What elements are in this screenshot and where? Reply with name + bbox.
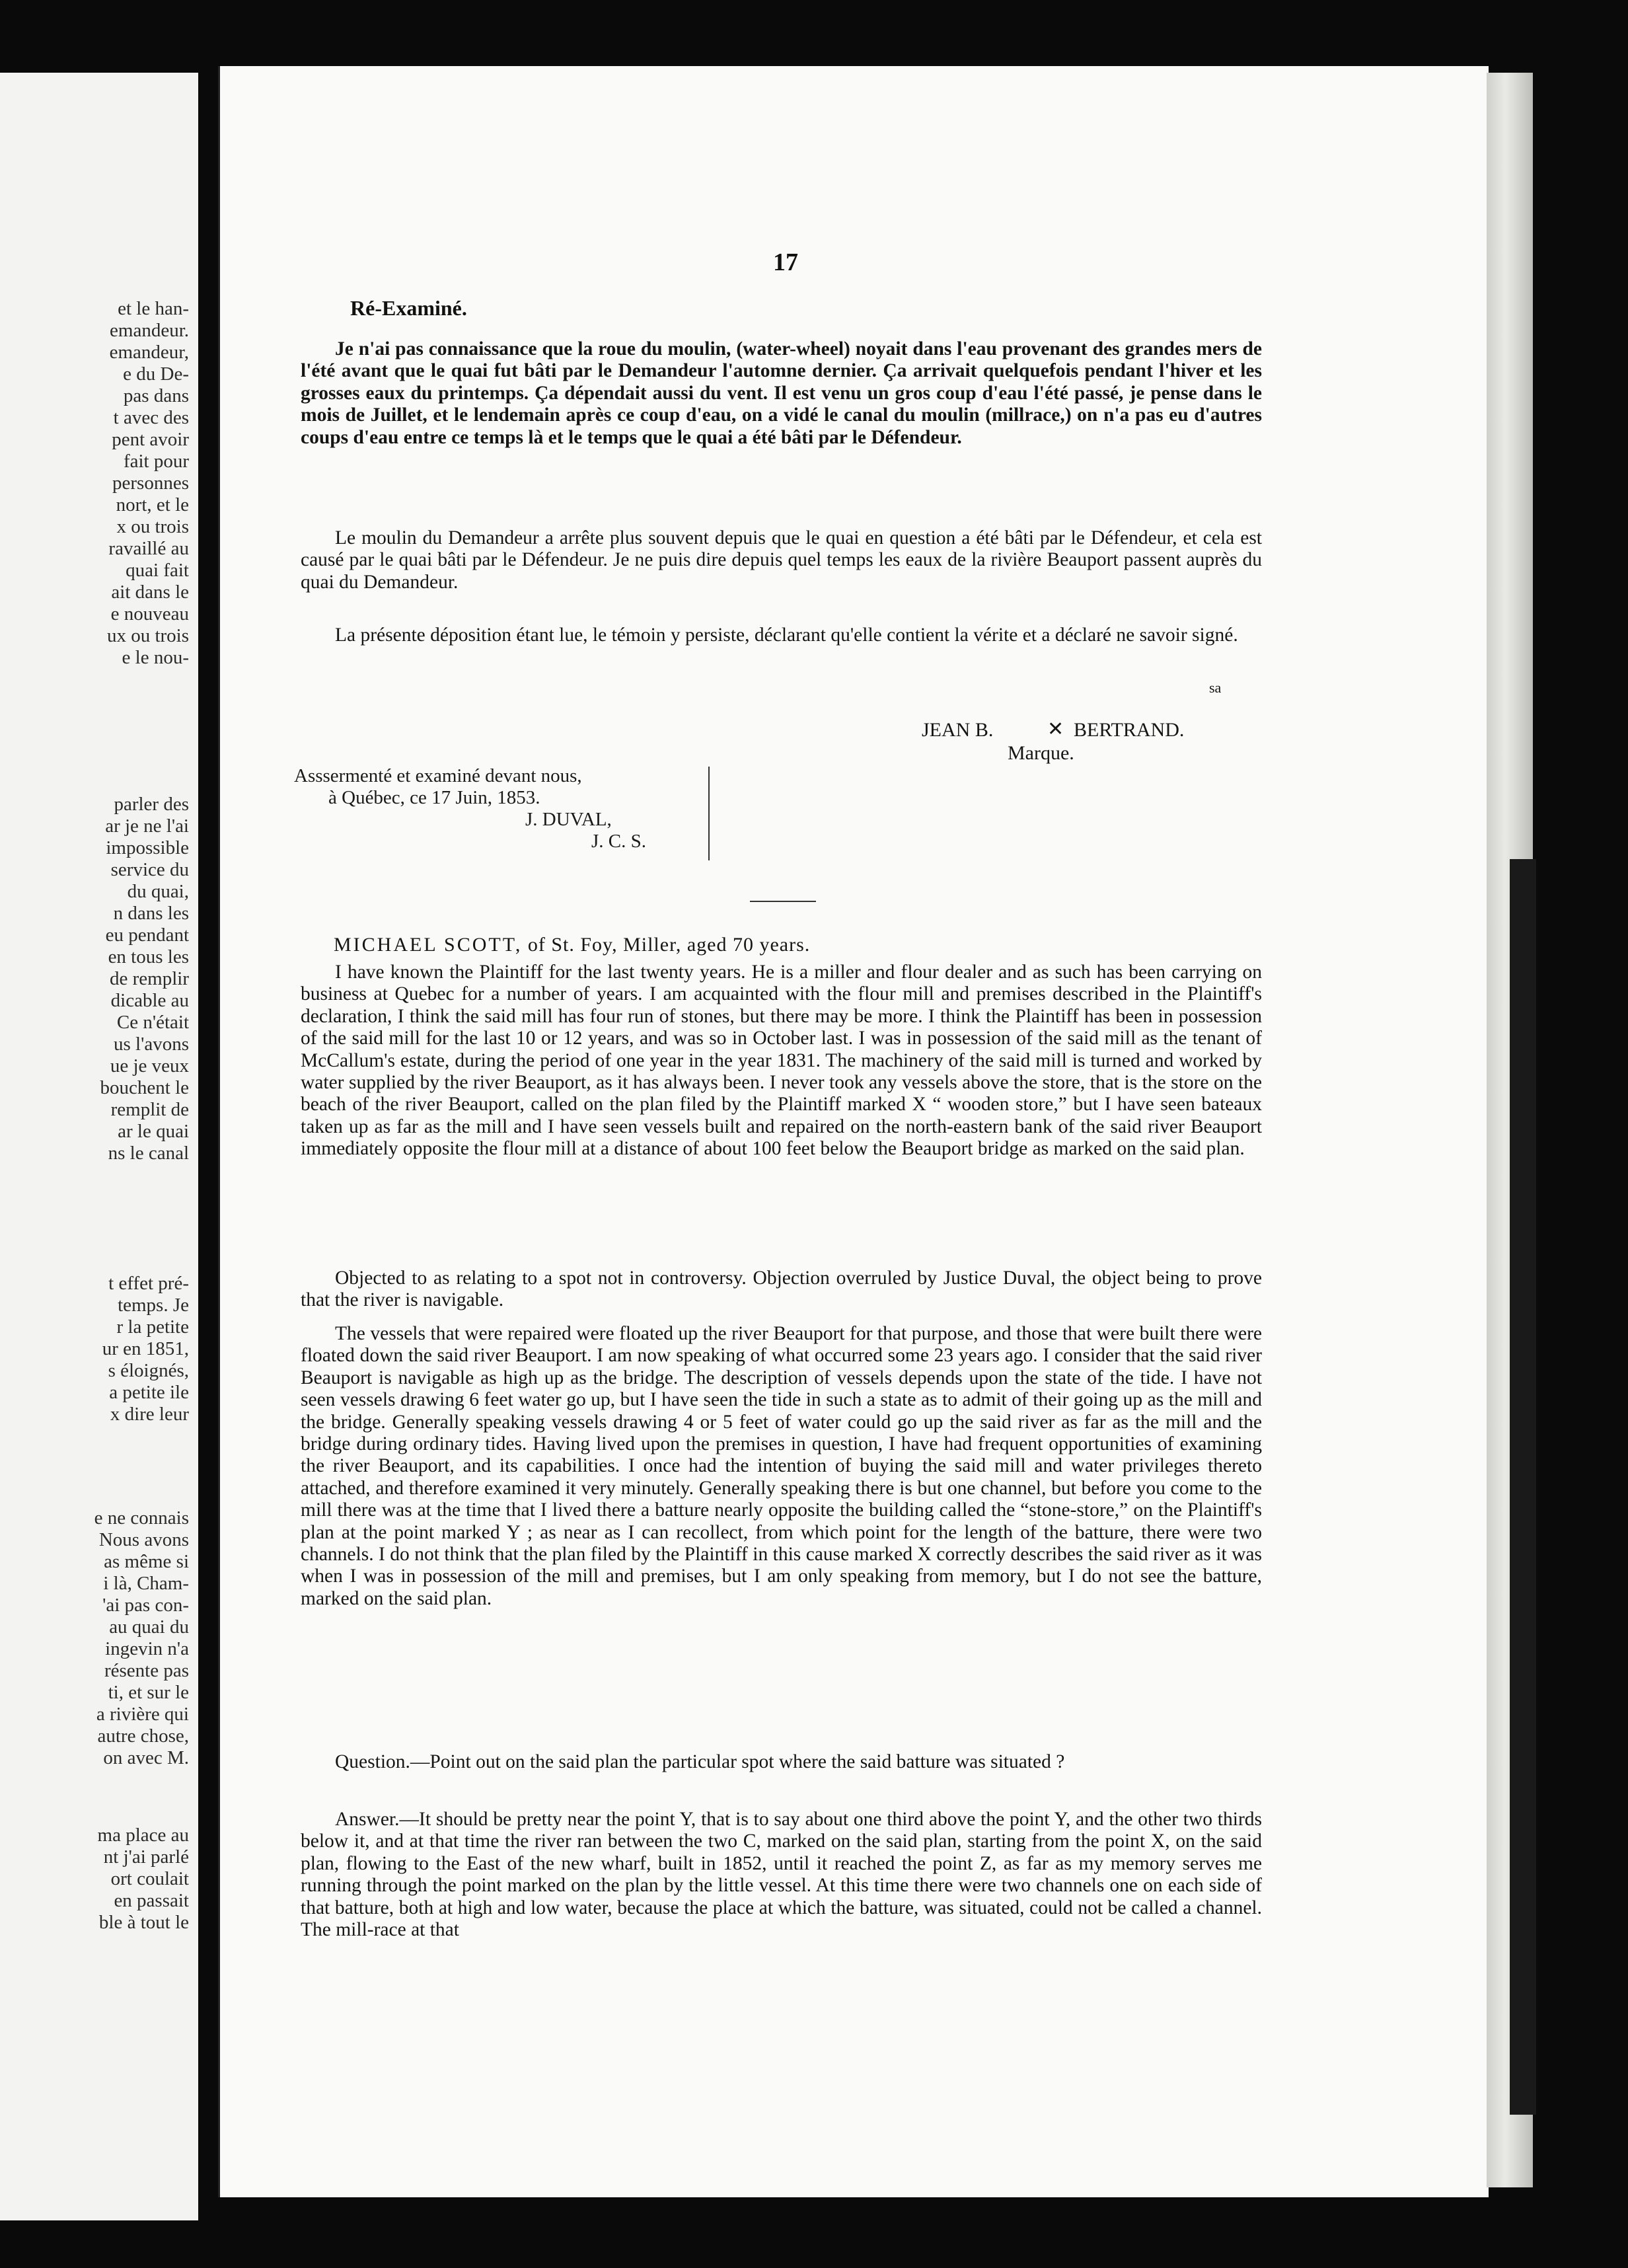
facing-page-line: Ce n'était [116, 1012, 189, 1033]
oath-line-4: J. C. S. [591, 831, 647, 852]
facing-page-line: 'ai pas con- [102, 1595, 189, 1616]
section-divider [750, 901, 816, 902]
facing-page-line: t avec des [113, 407, 189, 428]
facing-page-line: bouchent le [100, 1077, 189, 1098]
facing-page-line: ur en 1851, [102, 1338, 189, 1359]
facing-page-line: r la petite [116, 1316, 189, 1338]
re-exam-paragraph-1: Je n'ai pas connaissance que la roue du moulin, (water-wheel) noyait dans l'eau provenant des grandes mers de l'été avant que le quai fut bâti par le Demandeur l'automne dernier. Ça arrivait quelquefois pendant l'hiver et les grosses eaux du printemps. Ça dépendait aussi du vent. Il est venu un gros coup d'eau l'été passé, je pense dans le mois de Juillet, et le lendemain après ce coup d'eau, on a vidé le canal du moulin (millrace,) on n'a pas eu d'autres coups d'eau entre ce temps là et le temps que le quai a été bâti par le Défendeur. [301, 338, 1262, 448]
facing-page-line: e ne connais [94, 1507, 189, 1529]
witness-name: MICHAEL SCOTT, [334, 934, 523, 956]
binding-strip [1510, 859, 1536, 2115]
oath-brace [702, 767, 710, 860]
facing-page-line: on avec M. [103, 1747, 189, 1768]
facing-page-line: en passait [114, 1890, 189, 1911]
facing-page-line: pent avoir [112, 429, 189, 450]
testimony-paragraph-2: Objected to as relating to a spot not in controversy. Objection overruled by Justice Duval, the object being to prove that the river is navigable. [301, 1267, 1262, 1311]
witness-line [334, 934, 810, 956]
facing-page-line: ingevin n'a [105, 1638, 189, 1659]
facing-page-line: x dire leur [110, 1404, 189, 1425]
facing-page-line: ble à tout le [98, 1912, 189, 1933]
re-exam-paragraph-2: Le moulin du Demandeur a arrête plus souvent depuis que le quai en question a été bâti par le Défendeur, et cela est causé par le quai bâti par le Défendeur. Je ne puis dire depuis quel temps les eaux de la rivière Beauport passent auprès du quai du Demandeur. [301, 527, 1262, 593]
facing-page-line: ue je veux [110, 1055, 189, 1077]
facing-page-line: ti, et sur le [108, 1682, 189, 1703]
signature-name-first: JEAN B. [922, 719, 994, 741]
testimony-paragraph-1: I have known the Plaintiff for the last twenty years. He is a miller and flour dealer and as such has been carrying on business at Quebec for a number of years. I am acquainted with the flour mill and premises described in the Plaintiff's declaration, I think the said mill has four run of stones, but there may be more. I think the Plaintiff has been in possession of the said mill for the last 10 or 12 years, and was so in October last. I was in possession of the said mill as the tenant of McCallum's estate, during the period of one year in the year 1831. The machinery of the said mill is turned and worked by water supplied by the river Beauport, as it has always been. I never took any vessels above the store, that is the store on the beach of the river Beauport, called on the plan filed by the Plaintiff marked X “ wooden store,” but I have seen bateaux taken up as far as the mill and I have seen vessels built and repaired on the north-eastern bank of the said river Beauport immediately opposite the flour mill at a distance of about 100 feet below the Beauport bridge as marked on the said plan. [301, 962, 1262, 1160]
facing-page-line: emandeur. [110, 320, 189, 341]
facing-page-line: n dans les [113, 903, 189, 924]
oath-line-2: à Québec, ce 17 Juin, 1853. [328, 787, 540, 808]
facing-page-line: quai fait [126, 560, 189, 581]
facing-page-line: ravaillé au [108, 538, 189, 559]
signature-mark: ✕ [1047, 718, 1064, 740]
facing-page-line: emandeur, [109, 342, 189, 363]
signature-sa: sa [1209, 679, 1222, 696]
facing-page-line: autre chose, [97, 1725, 189, 1747]
facing-page [0, 73, 198, 2220]
facing-page-line: x ou trois [116, 516, 189, 537]
facing-page-line: s éloignés, [108, 1360, 189, 1381]
section-heading: Ré-Examiné. [350, 296, 467, 320]
facing-page-line: personnes [112, 472, 189, 494]
facing-page-line: ux ou trois [106, 625, 189, 646]
facing-page-line: ait dans le [111, 582, 189, 603]
facing-page-line: de remplir [110, 968, 189, 989]
testimony-answer: Answer.—It should be pretty near the point Y, that is to say about one third above the point Y, and the other two thirds below it, and at that time the river ran between the two C, marked on the said plan, starting from the point X, on the said plan, flowing to the East of the new wharf, built in 1852, until it reached the point Z, as far as my memory serves me running through the point marked on the plan by the little vessel. At this time there were two channels one on each side of that batture, both at high and low water, because the place at which the batture, was situated, could not be called a channel. The mill-race at that [301, 1809, 1262, 1941]
facing-page-line: remplit de [110, 1099, 189, 1120]
facing-page-line: résente pas [104, 1660, 189, 1681]
facing-page-line: dicable au [110, 990, 189, 1011]
signature-name-last: BERTRAND. [1074, 719, 1185, 741]
facing-page-line: au quai du [109, 1616, 189, 1638]
oath-line-3: J. DUVAL, [525, 809, 612, 830]
facing-page-line: Nous avons [98, 1529, 189, 1550]
oath-block [294, 765, 704, 852]
facing-page-line: service du [110, 859, 189, 880]
facing-page-line: ns le canal [108, 1143, 189, 1164]
facing-page-line: nt j'ai parlé [103, 1846, 189, 1868]
facing-page-line: ort coulait [110, 1868, 189, 1889]
facing-page-line: temps. Je [118, 1295, 189, 1316]
facing-page-line: ar le quai [118, 1121, 189, 1142]
facing-page-line: pas dans [123, 385, 189, 406]
facing-page-line: a petite ile [109, 1382, 189, 1403]
facing-page-line: et le han- [118, 298, 189, 319]
witness-details: of St. Foy, Miller, aged 70 years. [527, 934, 811, 956]
testimony-paragraph-3: The vessels that were repaired were floated up the river Beauport for that purpose, and those that were built there were floated down the said river Beauport. I am now speaking of what occurred some 23 years ago. I consider that the said river Beauport is navigable as high up as the bridge. The description of vessels depends upon the state of the tide. I have not seen vessels drawing 6 feet water go up, but I have seen the tide in such a state as to admit of their going up as the mill and the bridge. Generally speaking vessels drawing 4 or 5 feet of water could go up the said river as far as the mill and the bridge during ordinary tides. Having lived upon the premises in question, I have had frequent opportunities of examining the river Beauport, and its capabilities. I once had the intention of buying the said mill and water privileges thereto attached, and therefore examined it very minutely. Generally speaking there is but one channel, but before you come to the mill there was at the time that I lived there a batture nearly opposite the building called the “stone-store,” on the Plaintiff's plan at the point marked Y ; as near as I can recollect, from which point for the length of the batture, there were two channels. I do not think that the plan filed by the Plaintiff in this cause marked X correctly describes the said river as it was when I was in possession of the mill and premises, but I am only speaking from memory, but I do not see the batture, marked on the said plan. [301, 1323, 1262, 1609]
facing-page-line: parler des [114, 794, 189, 815]
facing-page-line: us l'avons [114, 1034, 189, 1055]
testimony-question: Question.—Point out on the said plan the particular spot where the said batture was situated ? [335, 1751, 1065, 1772]
facing-page-line: ar je ne l'ai [105, 815, 189, 837]
facing-page-line: impossible [106, 837, 189, 858]
re-exam-paragraph-3: La présente déposition étant lue, le témoin y persiste, déclarant qu'elle contient la vérite et a déclaré ne savoir signé. [335, 624, 1238, 646]
facing-page-line: as même si [104, 1551, 189, 1572]
facing-page-line: e le nou- [122, 647, 189, 668]
facing-page-line: t effet pré- [108, 1273, 189, 1294]
facing-page-line: i là, Cham- [103, 1573, 189, 1594]
facing-page-line: du quai, [127, 881, 189, 902]
oath-line-1: Asssermenté et examiné devant nous, [294, 765, 582, 786]
facing-page-line: e nouveau [110, 603, 189, 624]
facing-page-line: en tous les [108, 946, 189, 967]
signature-marque: Marque. [1008, 742, 1074, 764]
page-number: 17 [773, 248, 798, 276]
facing-page-line: e du De- [123, 363, 189, 385]
facing-page-line: nort, et le [116, 494, 189, 515]
facing-page-line: ma place au [97, 1825, 189, 1846]
facing-page-line: fait pour [123, 451, 189, 472]
facing-page-line: a rivière qui [96, 1704, 189, 1725]
facing-page-line: eu pendant [105, 925, 189, 946]
